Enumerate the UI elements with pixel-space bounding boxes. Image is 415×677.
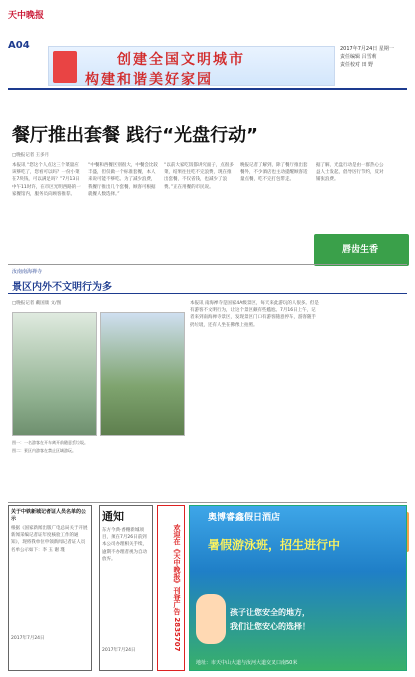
section-byline: □晚报记者 戴国康 文/图 <box>12 301 62 306</box>
bottom-divider <box>8 502 407 503</box>
notice-date: 2017年7月24日 <box>11 636 45 641</box>
article-column-3: “以前大家吃饭都讲究面子，点很多菜，结果往往吃不完浪费，现在推出套餐，不仅省钱，也减少了浪费。”正在用餐的市民说。 <box>164 163 234 190</box>
hotel-ad <box>189 505 407 671</box>
notice-box <box>8 505 92 671</box>
photo-garden <box>100 312 185 436</box>
banner-line1: 创建全国文明城市 <box>117 52 245 68</box>
tongzhi-body: 东方今典·香榭新城项目，须在7月26日前到本公司办理相关手续，逾期不办理者视为自动放弃。 <box>102 528 147 562</box>
page-header <box>0 0 415 88</box>
article-column-5: 据了解，光盘行动是由一群热心公益人士发起，倡导厉行节约，反对铺张浪费。 <box>316 163 384 183</box>
child-image <box>196 594 226 644</box>
photo-statue <box>12 312 97 436</box>
article-headline: 餐厅推出套餐 践行“光盘行动” <box>12 125 258 146</box>
tongzhi-box <box>99 505 153 671</box>
banner <box>48 46 335 86</box>
section-rule <box>8 293 407 294</box>
article-byline: □晚报记者 王多月 <box>12 153 50 158</box>
hotel-title: 奥博睿鑫假日酒店 <box>208 513 281 523</box>
section-headline: 景区内外不文明行为多 <box>12 282 112 293</box>
issue-meta: 2017年7月24日 星期一 责任编辑 吕雪莉 责任校对 田 野 <box>340 46 394 68</box>
article-column-4: 晚报记者了解到，除了餐厅推出套餐外，不少酒店也主动提醒顾客适量点餐，吃不完打包带走。 <box>240 163 308 183</box>
hotel-headline: 暑假游泳班，招生进行中 <box>208 538 341 552</box>
notice-title: 关于中铁新城记者证人员名单的公示 <box>11 509 87 522</box>
section-subtitle: 汝南南海禅寺 <box>12 269 43 275</box>
hotel-slogan: 孩子让您安全的地方， 我们让您安心的选择！ <box>230 608 310 631</box>
section-body: 本报讯 南海禅寺是国家4A级景区，每天来此游玩的人很多。但是有游客不文明行为，让这个景区颇有些尴尬。7月16日上午，记者来到南海禅寺景区，发现景区门口有游客随意停车，游客随手扔垃圾，还有人坐在佛像上拍照。 <box>190 301 319 328</box>
section-divider <box>8 264 407 265</box>
tongzhi-date: 2017年7月24日 <box>102 648 136 653</box>
newspaper-logo: 天中晚报 <box>8 11 45 21</box>
photo-caption-1: 图一：一名游客在开车离开前随意丢垃圾。 <box>12 440 88 445</box>
green-ad: 唇齿生香 <box>314 234 409 266</box>
article-column-1: 本报讯 “您这个人点这三个菜量应该够吃了，您看可以吗？一份小菜在7块钱，可以满足吗？”7月13日中午11时许，在市区光明西路的一家餐馆内，服务员向顾客推荐。 <box>12 163 81 197</box>
flag-icon <box>53 51 77 83</box>
hotel-address: 地址：市天中山大道与汝河大道交叉口南50米 <box>196 660 298 666</box>
article-column-2: “中餐和西餐区别很大，中餐会比较丰盛，但仅做一个标准套餐，本人来说可能不够吃。为了减少浪费，我餐厅推出几个套餐，顾客可根据就餐人数选择。” <box>88 163 158 197</box>
header-rule <box>8 88 407 90</box>
red-ad: 欢迎在《天中晚报》刊登广告 2835707 <box>157 505 185 671</box>
photo-caption-2: 图二：景区内游客在禁止区域游玩。 <box>12 448 76 453</box>
notice-body: 根据《国家新闻出版广电总局关于开展新闻采编记者证年度核验工作的通知》，现将我单位申领新闻记者证人员名单公示如下：李 玉 谢 瑾 <box>11 526 88 553</box>
banner-line2: 构建和谐美好家园 <box>85 72 213 88</box>
tongzhi-title: 通知 <box>102 510 124 523</box>
page-number: A04 <box>8 40 30 51</box>
